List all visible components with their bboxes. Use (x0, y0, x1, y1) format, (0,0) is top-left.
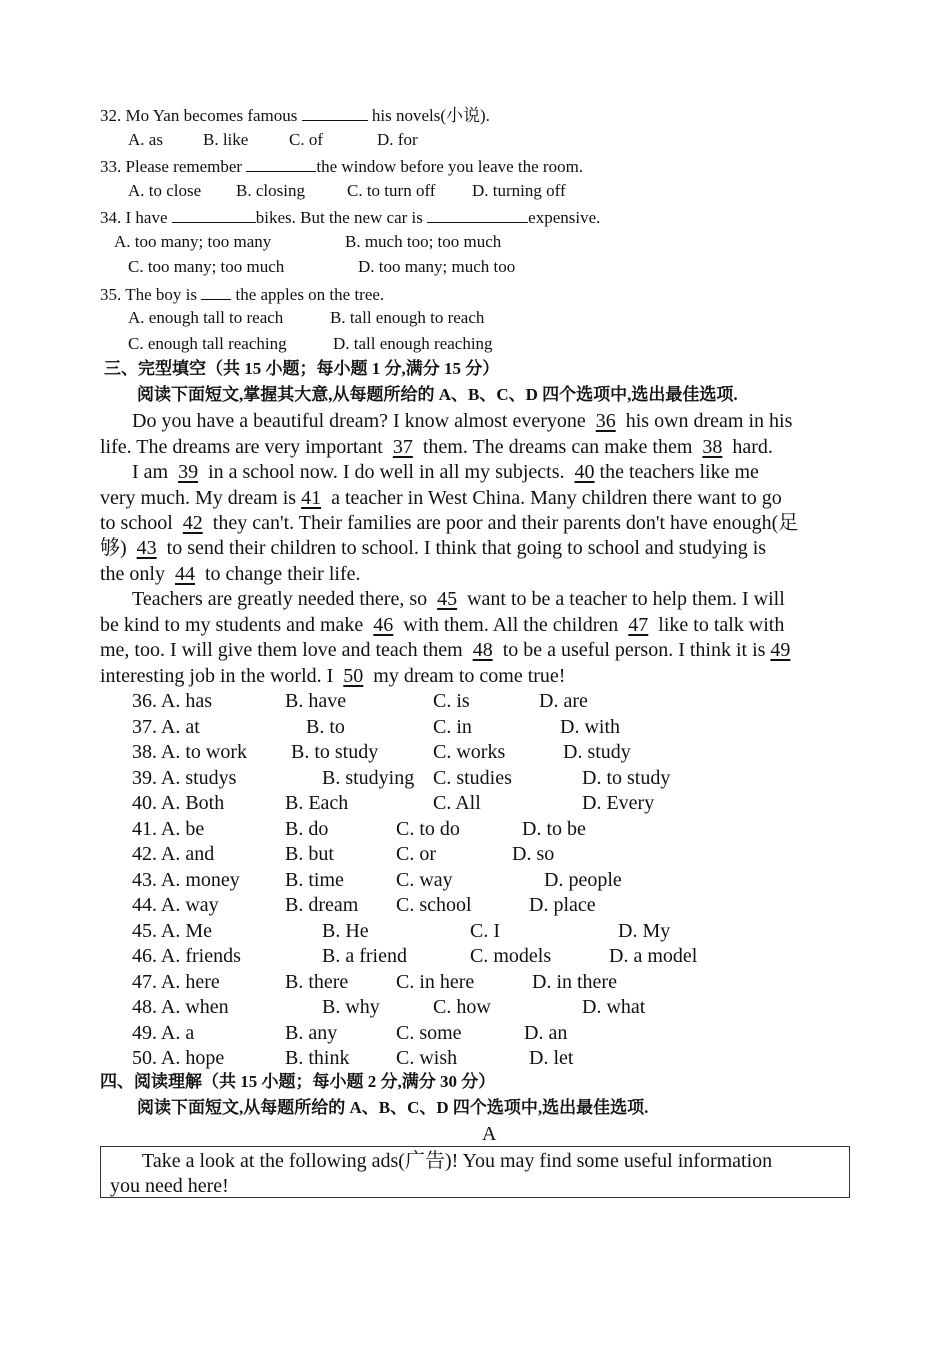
question-34: 34. I have bikes. But the new car is expensive. (100, 208, 601, 227)
blank-42: 42 (182, 512, 203, 534)
q38-option-d: D. study (563, 741, 631, 763)
q40-option-b: B. Each (285, 792, 349, 814)
passage-a-label: A (482, 1123, 497, 1145)
q45-option-b: B. He (322, 920, 369, 942)
q46-option-d: D. a model (609, 945, 698, 967)
q36-option-d: D. are (539, 690, 588, 712)
q48-option-c: C. how (433, 996, 491, 1018)
q45-option-a: 45. A. Me (132, 920, 212, 942)
q37-option-c: C. in (433, 716, 472, 738)
passage-line-8: Teachers are greatly needed there, so 45 want to be a teacher to help them. I will (132, 588, 785, 610)
q39-option-b: B. studying (322, 767, 415, 789)
passage-line-1: Do you have a beautiful dream? I know almost everyone 36 his own dream in his (132, 410, 793, 432)
passage-line-3: I am 39 in a school now. I do well in all my subjects. 40 the teachers like me (132, 461, 759, 483)
question-34-option-b: B. much too; too much (345, 232, 502, 251)
blank-38: 38 (702, 436, 723, 458)
section-3-heading: 三、完型填空（共 15 小题；每小题 1 分,满分 15 分） (104, 359, 500, 378)
blank-43: 43 (136, 537, 157, 559)
blank-40: 40 (574, 461, 595, 483)
passage-line-9: be kind to my students and make 46 with them. All the children 47 like to talk with (100, 614, 785, 636)
q45-option-c: C. I (470, 920, 500, 942)
ads-intro-line-2: you need here! (110, 1175, 229, 1197)
q48-option-b: B. why (322, 996, 380, 1018)
passage-line-11: interesting job in the world. I 50 my dream to come true! (100, 665, 566, 687)
blank-44: 44 (175, 563, 195, 585)
passage-line-5: to school 42 they can't. Their families are poor and their parents don't have enough(足 (100, 512, 799, 534)
section-4-heading: 四、阅读理解（共 15 小题；每小题 2 分,满分 30 分） (100, 1072, 496, 1091)
q40-option-a: 40. A. Both (132, 792, 225, 814)
blank-46: 46 (373, 614, 394, 636)
q41-option-c: C. to do (396, 818, 460, 840)
q38-option-b: B. to study (291, 741, 379, 763)
blank-47: 47 (628, 614, 649, 636)
q46-option-b: B. a friend (322, 945, 407, 967)
q48-option-d: D. what (582, 996, 646, 1018)
section-3-instruction: 阅读下面短文,掌握其大意,从每题所给的 A、B、C、D 四个选项中,选出最佳选项. (137, 385, 738, 404)
q44-option-d: D. place (529, 894, 596, 916)
blank-50: 50 (343, 665, 364, 687)
q36-option-a: 36. A. has (132, 690, 212, 712)
question-35-option-b: B. tall enough to reach (330, 308, 485, 327)
q44-option-b: B. dream (285, 894, 359, 916)
q49-option-b: B. any (285, 1022, 338, 1044)
q50-option-c: C. wish (396, 1047, 458, 1069)
q46-option-c: C. models (470, 945, 552, 967)
q43-option-d: D. people (544, 869, 622, 891)
answer-blank (302, 104, 368, 121)
passage-line-10: me, too. I will give them love and teach them 48 to be a useful person. I think it is 49 (100, 639, 791, 661)
exam-page: 32. Mo Yan becomes famous his novels(小说). A. as B. like C. of D. for 33. Please remember the window before you leave the room. A. to close B. closing C. to turn off D. turning off 34. I have bikes. But the new car is expensive. A. too many; too many B. much too; too much C. too many; too much D. too many; much too 35. The boy is the apples on the tree. A. enough tall to reach B. tall enough to reach C. enough tall reaching D. tall enough reaching 三、完型填空（共 15 小题；每小题 1 分,满分 15 分） 阅读下面短文,掌握其大意,从每题所给的 A、B、C、D 四个选项中,选出最佳选项. Do you have a beautiful dream? I know almost everyone 36 his own dream in his life. The dreams are very important 37 them. The dreams can make them 38 hard. I am 39 in a school now. I do well in all my subjects. 40 the teachers like me very much. My dream is 41 a teacher in West China. Many children there want to go to school 42 they can't. Their families are poor and their parents don't have enough(足 够) 43 to send their children to school. I think that going to school and studying is the only 44 to change their life. Teachers are greatly needed there, so 45 want to be a teacher to help them. I will be kind to my students and make 46 with them. All the children 47 like to talk with me, too. I will give them love and teach them 48 to be a useful person. I think it is 49 interesting job in the world. I 50 my dream to come true! 36. A. has B. have C. is D. are 37. A. at B. to C. in D. with 38. A. to work B. to study C. works D. study 39. A. studys B. studying C. studies D. to study 40. A. Both B. Each C. All D. Every 41. A. be B. do C. to do D. to be 42. A. and B. but C. or D. so 43. A. money B. time C. way D. people 44. A. way B. dream C. school D. place 45. A. Me B. He C. I D. My 46. A. friends B. a friend C. models D. a model 47. A. here B. there C. in here D. in there 48. A. when B. why C. how D. what 49. A. a B. any C. some D. an 50. A. hope B. think C. wish D. let 四、阅读理解（共 15 小题；每小题 2 分,满分 30 分） 阅读下面短文,从每题所给的 A、B、C、D 四个选项中,选出最佳选项. A Take a look at the following ads(广告)! You may find some useful information you need here! (0, 0, 950, 1350)
question-35: 35. The boy is the apples on the tree. (100, 285, 385, 304)
blank-36: 36 (595, 410, 616, 432)
passage-line-2: life. The dreams are very important 37 them. The dreams can make them 38 hard. (100, 436, 773, 458)
q39-option-c: C. studies (433, 767, 512, 789)
blank-49: 49 (770, 639, 791, 661)
q49-option-a: 49. A. a (132, 1022, 195, 1044)
q38-option-a: 38. A. to work (132, 741, 247, 763)
blank-41: 41 (301, 487, 322, 509)
q42-option-c: C. or (396, 843, 436, 865)
q43-option-b: B. time (285, 869, 344, 891)
q46-option-a: 46. A. friends (132, 945, 241, 967)
answer-blank (246, 155, 316, 172)
answer-blank (172, 206, 256, 223)
q37-option-a: 37. A. at (132, 716, 200, 738)
q42-option-d: D. so (512, 843, 555, 865)
q49-option-d: D. an (524, 1022, 568, 1044)
passage-line-6: 够) 43 to send their children to school. I think that going to school and studying is (100, 537, 767, 559)
question-35-option-a: A. enough tall to reach (128, 308, 284, 327)
question-32: 32. Mo Yan becomes famous his novels(小说). (100, 106, 490, 125)
question-35-option-c: C. enough tall reaching (128, 334, 287, 353)
q41-option-d: D. to be (522, 818, 586, 840)
q50-option-b: B. think (285, 1047, 350, 1069)
q44-option-a: 44. A. way (132, 894, 219, 916)
blank-39: 39 (178, 461, 199, 483)
blank-37: 37 (392, 436, 413, 458)
question-34-option-c: C. too many; too much (128, 257, 285, 276)
q45-option-d: D. My (618, 920, 671, 942)
blank-48: 48 (472, 639, 493, 661)
question-34-option-d: D. too many; much too (358, 257, 516, 276)
q36-option-b: B. have (285, 690, 347, 712)
section-4-instruction: 阅读下面短文,从每题所给的 A、B、C、D 四个选项中,选出最佳选项. (137, 1098, 649, 1117)
q42-option-b: B. but (285, 843, 334, 865)
q41-option-a: 41. A. be (132, 818, 205, 840)
q47-option-b: B. there (285, 971, 349, 993)
q42-option-a: 42. A. and (132, 843, 215, 865)
answer-blank (427, 206, 528, 223)
q43-option-a: 43. A. money (132, 869, 240, 891)
passage-line-7: the only 44 to change their life. (100, 563, 361, 585)
q38-option-c: C. works (433, 741, 506, 763)
q47-option-d: D. in there (532, 971, 617, 993)
q50-option-a: 50. A. hope (132, 1047, 225, 1069)
q47-option-c: C. in here (396, 971, 475, 993)
answer-blank (201, 283, 231, 300)
blank-45: 45 (437, 588, 458, 610)
q39-option-d: D. to study (582, 767, 671, 789)
q50-option-d: D. let (529, 1047, 574, 1069)
q47-option-a: 47. A. here (132, 971, 220, 993)
question-35-option-d: D. tall enough reaching (333, 334, 493, 353)
q37-option-b: B. to (306, 716, 345, 738)
q43-option-c: C. way (396, 869, 453, 891)
q48-option-a: 48. A. when (132, 996, 229, 1018)
passage-line-4: very much. My dream is 41 a teacher in West China. Many children there want to go (100, 487, 782, 509)
q40-option-d: D. Every (582, 792, 655, 814)
question-33: 33. Please remember the window before you leave the room. (100, 157, 584, 176)
question-34-option-a: A. too many; too many (114, 232, 272, 251)
q44-option-c: C. school (396, 894, 472, 916)
q40-option-c: C. All (433, 792, 481, 814)
q36-option-c: C. is (433, 690, 470, 712)
question-number: 32. (100, 106, 122, 125)
q49-option-c: C. some (396, 1022, 462, 1044)
ads-intro-line-1: Take a look at the following ads(广告)! You may find some useful information (142, 1150, 773, 1172)
q37-option-d: D. with (560, 716, 620, 738)
q39-option-a: 39. A. studys (132, 767, 237, 789)
q41-option-b: B. do (285, 818, 329, 840)
